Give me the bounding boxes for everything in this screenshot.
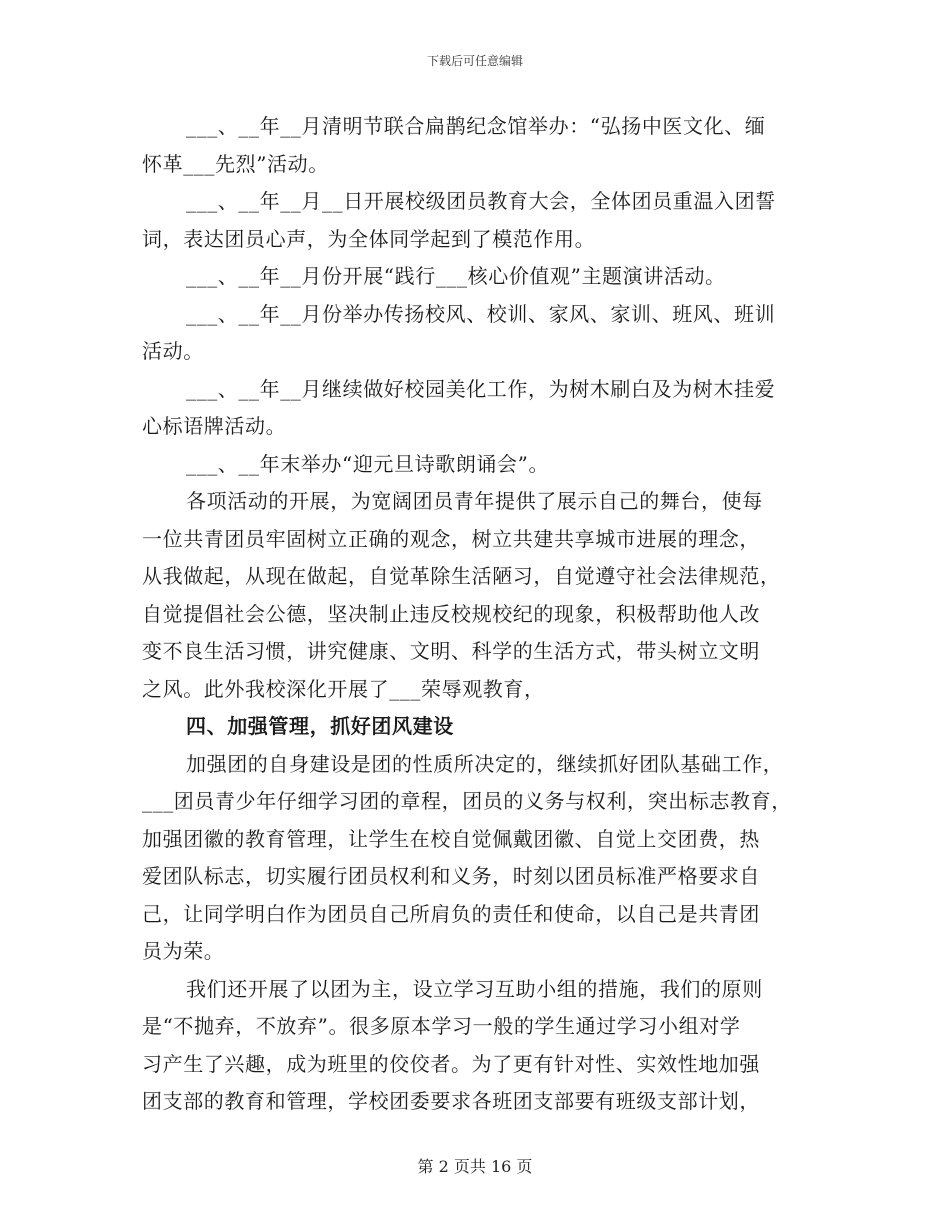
text-line: ___、__年__月份开展“践行___核心价值观”主题演讲活动。 xyxy=(186,264,726,288)
text-line: 员为荣。 xyxy=(142,939,225,963)
text-line: 团支部的教育和管理，学校团委要求各班团支部要有班级支部计划， xyxy=(142,1089,760,1113)
text-line: ___团员青少年仔细学习团的章程，团员的义务与权利，突出标志教育， xyxy=(142,789,792,813)
text-line: 活动。 xyxy=(142,339,204,363)
text-line: 爱团队标志，切实履行团员权利和义务，时刻以团员标准严格要求自 xyxy=(142,864,760,888)
text-line: 之风。此外我校深化开展了___荣辱观教育， xyxy=(142,676,545,701)
text-line: 习产生了兴趣，成为班里的佼佼者。为了更有针对性、实效性地加强 xyxy=(142,1051,760,1076)
document-body xyxy=(142,108,812,1121)
text-line: 各项活动的开展，为宽阔团员青年提供了展示自己的舞台，使每 xyxy=(186,489,763,513)
section-heading: 四、加强管理，抓好团风建设 xyxy=(186,714,454,738)
text-line: 是“不抛弃，不放弃”。很多原本学习一般的学生通过学习小组对学 xyxy=(142,1014,741,1038)
text-line: ___、__年__月继续做好校园美化工作，为树木刷白及为树木挂爱 xyxy=(186,376,776,401)
text-line: 加强团的自身建设是团的性质所决定的，继续抓好团队基础工作， xyxy=(186,751,784,776)
text-line: 我们还开展了以团为主，设立学习互助小组的措施，我们的原则 xyxy=(186,976,763,1001)
text-line: ___、__年末举办“迎元旦诗歌朗诵会”。 xyxy=(186,451,550,476)
text-line: 加强团徽的教育管理，让学生在校自觉佩戴团徽、自觉上交团费，热 xyxy=(142,826,760,851)
text-line: ___、__年__月清明节联合扁鹊纪念馆举办：“弘扬中医文化、缅 xyxy=(186,114,766,138)
text-line: 己，让同学明白作为团员自己所肩负的责任和使命，以自己是共青团 xyxy=(142,901,760,926)
text-line: ___、__年__月__日开展校级团员教育大会，全体团员重温入团誓 xyxy=(186,189,776,213)
text-line: ___、__年__月份举办传扬校风、校训、家风、家训、班风、班训 xyxy=(186,301,776,326)
page-footer: 第 2 页共 16 页 xyxy=(417,1157,533,1176)
text-line: 从我做起，从现在做起，自觉革除生活陋习，自觉遵守社会法律规范， xyxy=(142,564,781,588)
text-line: 自觉提倡社会公德，坚决制止违反校规校纪的现象，积极帮助他人改 xyxy=(142,601,760,626)
text-line: 词，表达团员心声，为全体同学起到了模范作用。 xyxy=(142,226,596,251)
text-line: 心标语牌活动。 xyxy=(142,414,287,438)
text-line: 一位共青团员牢固树立正确的观念，树立共建共享城市进展的理念， xyxy=(142,526,760,551)
page-header: 下载后可任意编辑 xyxy=(426,54,523,68)
text-line: 怀革___先烈”活动。 xyxy=(142,151,329,176)
text-line: 变不良生活习惯，讲究健康、文明、科学的生活方式，带头树立文明 xyxy=(142,639,760,663)
